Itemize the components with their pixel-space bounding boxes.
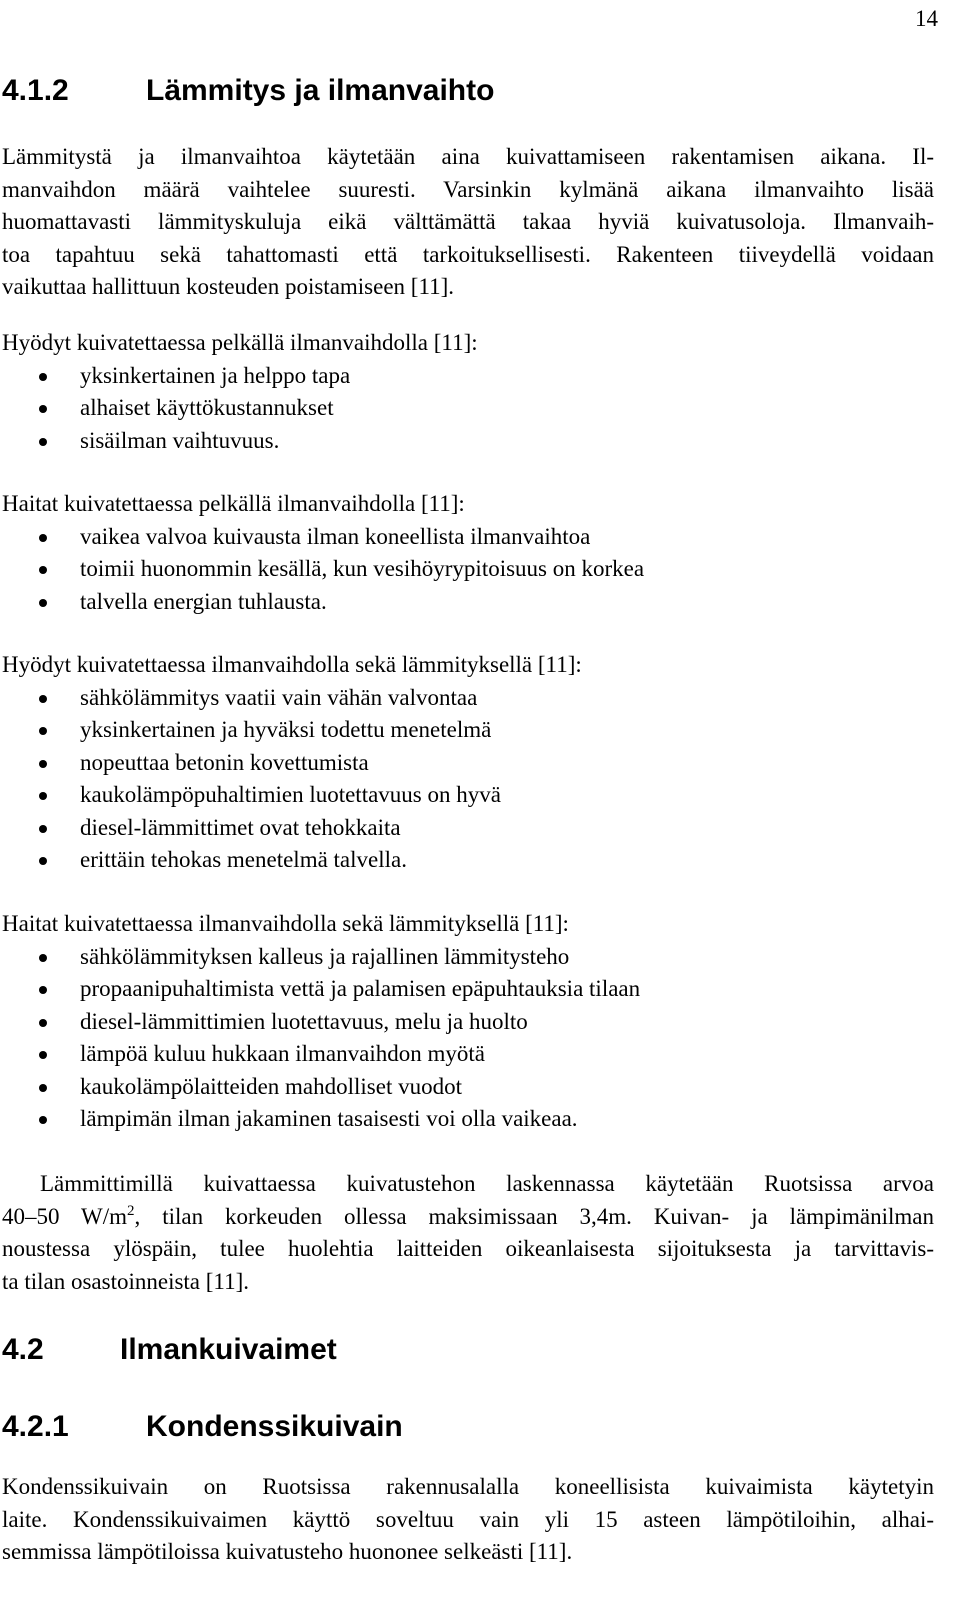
list-item <box>2 425 934 458</box>
text-line: Lämmittimillä kuivattaessa kuivatustehon laskennassa käytetään Ruotsissa arvoa <box>40 1171 934 1196</box>
list-item <box>2 973 934 1006</box>
list-item-text: yksinkertainen ja helppo tapa <box>80 362 351 388</box>
list-item-text: talvella energian tuhlausta. <box>80 588 327 614</box>
section-heading-4-1-2 <box>2 74 494 108</box>
list-item <box>2 844 934 877</box>
list-item <box>2 1006 934 1039</box>
bullet-icon <box>39 566 47 574</box>
list-item-text: kaukolämpölaitteiden mahdolliset vuodot <box>80 1073 462 1099</box>
bullet-icon <box>39 405 47 413</box>
bullet-list <box>2 521 934 619</box>
bullet-icon <box>39 695 47 703</box>
section-number: 4.2.1 <box>2 1410 69 1443</box>
text-line: toa tapahtuu sekä tahattomasti että tarkoituksellisesti. Rakenteen tiiveydellä voidaan <box>2 241 934 267</box>
list-item-text: vaikea valvoa kuivausta ilman koneellista ilmanvaihtoa <box>80 523 591 549</box>
text-line <box>2 1201 934 1234</box>
bullet-icon <box>39 760 47 768</box>
bullet-icon <box>39 954 47 962</box>
list-item <box>2 1103 934 1136</box>
list-item <box>2 586 934 619</box>
bullet-icon <box>39 986 47 994</box>
bullet-icon <box>39 1051 47 1059</box>
list-item-text: lämpöä kuluu hukkaan ilmanvaihdon myötä <box>80 1041 485 1066</box>
list-item <box>2 521 934 554</box>
bullet-icon <box>39 599 47 607</box>
page-number: 14 <box>915 6 938 31</box>
list-item <box>2 779 934 812</box>
list-item-text: sähkölämmitys vaatii vain vähän valvontaa <box>80 684 478 710</box>
list-item <box>2 941 934 974</box>
list-item <box>2 714 934 747</box>
bullet-icon <box>39 373 47 381</box>
text-line: Lämmitystä ja ilmanvaihtoa käytetään aina kuivattamiseen rakentamisen aikana. Il- <box>2 144 934 169</box>
bullet-icon <box>39 792 47 800</box>
list-lead: Hyödyt kuivatettaessa pelkällä ilmanvaihdolla [11]: <box>2 330 478 355</box>
list-lead: Hyödyt kuivatettaessa ilmanvaihdolla sekä lämmityksellä [11]: <box>2 652 582 677</box>
section-number: 4.2 <box>2 1333 44 1366</box>
bullet-icon <box>39 534 47 542</box>
bullet-list <box>2 941 934 1136</box>
bullet-icon <box>39 727 47 735</box>
superscript: 2 <box>127 1202 135 1219</box>
list-item <box>2 553 934 586</box>
list-item-text: toimii huonommin kesällä, kun vesihöyrypitoisuus on korkea <box>80 556 645 581</box>
list-item <box>2 1071 934 1104</box>
bullet-icon <box>39 1116 47 1124</box>
bullet-list <box>2 360 934 458</box>
list-item-text: erittäin tehokas menetelmä talvella. <box>80 847 407 872</box>
text-line: laite. Kondenssikuivaimen käyttö soveltuu vain yli 15 asteen lämpötiloihin, alhai- <box>2 1506 934 1532</box>
text-fragment: , tilan korkeuden ollessa maksimissaan 3,4m. Kuivan- ja lämpimänilman <box>134 1203 935 1229</box>
list-item-text: diesel-lämmittimien luotettavuus, melu ja huolto <box>80 1008 528 1034</box>
list-item <box>2 812 934 845</box>
list-item <box>2 1038 934 1071</box>
benefits-ventilation-only <box>2 327 934 457</box>
text-line: manvaihdon määrä vaihtelee suuresti. Varsinkin kylmänä aikana ilmanvaihto lisää <box>2 176 934 202</box>
value-range: 40–50 W/m <box>2 1203 128 1229</box>
list-item-text: sisäilman vaihtuvuus. <box>80 427 280 453</box>
list-item-text: diesel-lämmittimet ovat tehokkaita <box>80 814 401 840</box>
list-item-text: nopeuttaa betonin kovettumista <box>80 749 369 775</box>
section-title: Lämmitys ja ilmanvaihto <box>146 74 495 107</box>
bullet-list <box>2 682 934 877</box>
section-heading-4-2 <box>2 1333 337 1367</box>
section-heading-4-2-1 <box>2 1410 403 1444</box>
bullet-icon <box>39 438 47 446</box>
list-item-text: kaukolämpöpuhaltimien luotettavuus on hyvä <box>80 782 501 807</box>
list-lead: Haitat kuivatettaessa ilmanvaihdolla sekä lämmityksellä [11]: <box>2 911 569 936</box>
section-number: 4.1.2 <box>2 74 69 107</box>
drawbacks-ventilation-heating <box>2 908 934 1136</box>
list-item-text: yksinkertainen ja hyväksi todettu menetelmä <box>80 717 492 742</box>
final-paragraph <box>2 1471 934 1569</box>
text-line: Kondenssikuivain on Ruotsissa rakennusalalla koneellisista kuivaimista käytetyin <box>2 1474 934 1499</box>
section-title: Kondenssikuivain <box>146 1410 403 1443</box>
section-title: Ilmankuivaimet <box>120 1333 337 1366</box>
list-item-text: alhaiset käyttökustannukset <box>80 395 334 420</box>
text-line: semmissa lämpötiloissa kuivatusteho huononee selkeästi [11]. <box>2 1539 573 1564</box>
list-item <box>2 682 934 715</box>
text-line: vaikuttaa hallittuun kosteuden poistamiseen [11]. <box>2 274 455 299</box>
text-line: huomattavasti lämmityskuluja eikä välttämättä takaa hyviä kuivatusoloja. Ilmanvaih- <box>2 209 934 234</box>
list-item-text: lämpimän ilman jakaminen tasaisesti voi olla vaikeaa. <box>80 1106 578 1131</box>
bullet-icon <box>39 857 47 865</box>
list-item-text: propaanipuhaltimista vettä ja palamisen epäpuhtauksia tilaan <box>80 976 641 1001</box>
list-item <box>2 392 934 425</box>
intro-paragraph <box>2 141 934 304</box>
bullet-icon <box>39 1019 47 1027</box>
list-item <box>2 747 934 780</box>
list-item-text: sähkölämmityksen kalleus ja rajallinen lämmitysteho <box>80 943 570 969</box>
closing-paragraph <box>2 1168 934 1298</box>
benefits-ventilation-heating <box>2 649 934 877</box>
list-lead: Haitat kuivatettaessa pelkällä ilmanvaihdolla [11]: <box>2 491 465 516</box>
list-item <box>2 360 934 393</box>
bullet-icon <box>39 1084 47 1092</box>
drawbacks-ventilation-only <box>2 488 934 618</box>
text-line: noustessa ylöspäin, tulee huolehtia laitteiden oikeanlaisesta sijoituksesta ja tarvittavis- <box>2 1236 934 1261</box>
bullet-icon <box>39 825 47 833</box>
text-line: ta tilan osastoinneista [11]. <box>2 1268 249 1294</box>
